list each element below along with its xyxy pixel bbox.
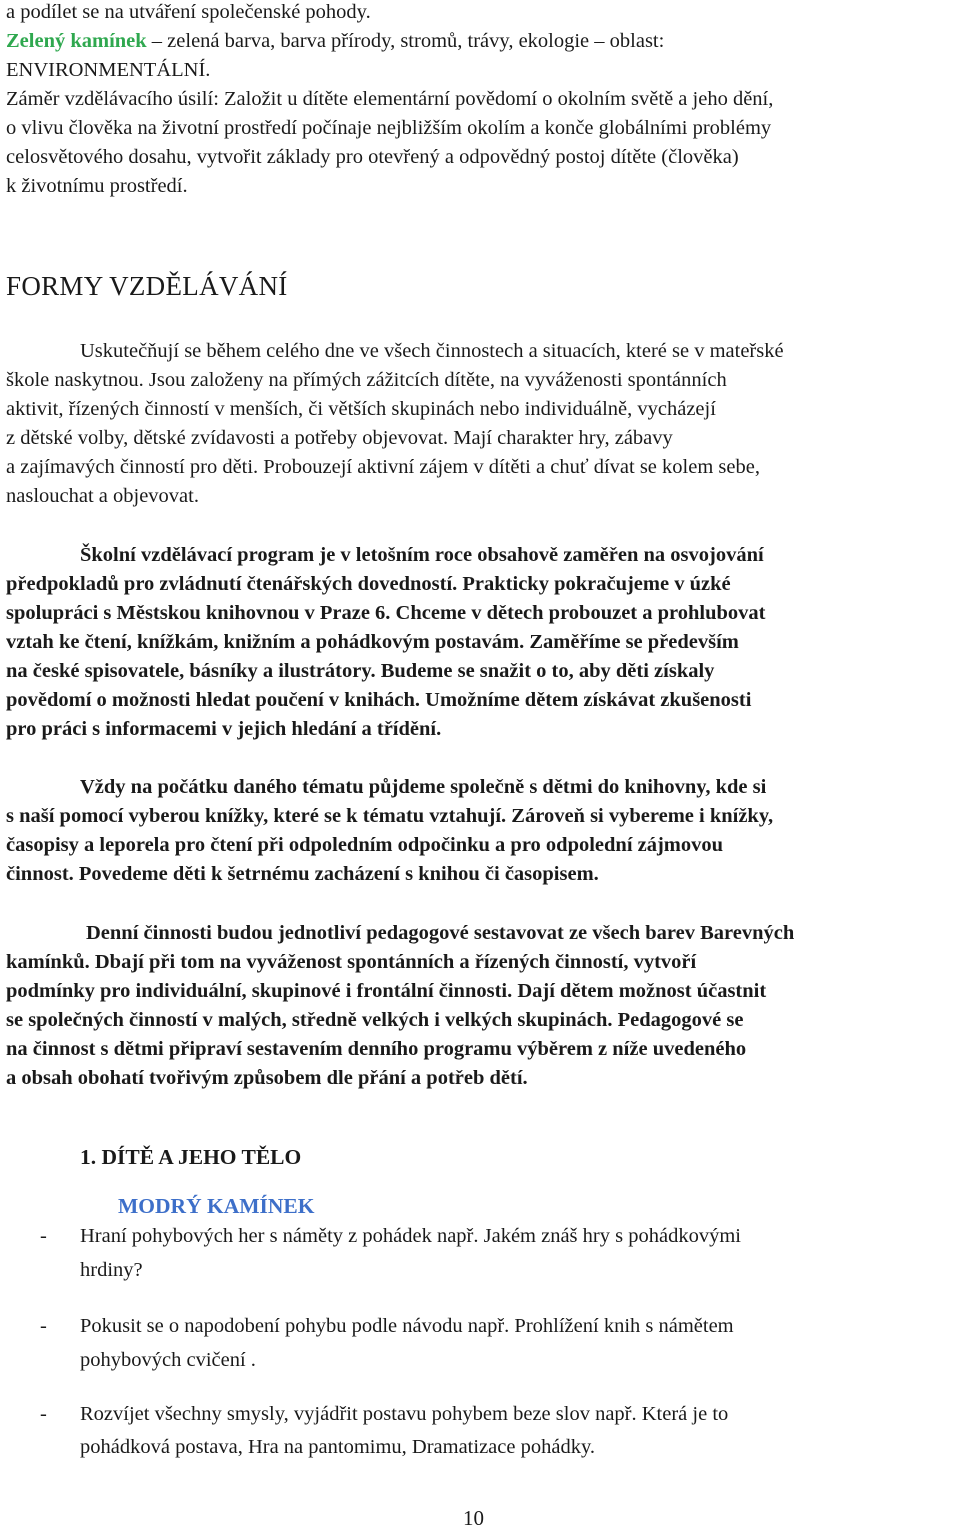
- daily-line: Denní činnosti budou jednotliví pedagogové sestavovat ze všech barev Barevných: [86, 922, 795, 944]
- program-line: vztah ke čtení, knížkám, knižním a pohádkovým postavám. Zaměříme se především: [6, 631, 739, 653]
- list-bullet: -: [40, 1225, 47, 1247]
- list-bullet: -: [40, 1403, 47, 1425]
- program-line: předpokladů pro zvládnutí čtenářských dovedností. Prakticky pokračujeme v úzké: [6, 573, 731, 595]
- program-line: spolupráci s Městskou knihovnou v Praze 6. Chceme v dětech probouzet a prohlubovat: [6, 602, 766, 624]
- list-item-line: pohádková postava, Hra na pantomimu, Dramatizace pohádky.: [80, 1436, 595, 1458]
- daily-line: na činnost s dětmi připraví sestavením denního programu výběrem z níže uvedeného: [6, 1038, 747, 1060]
- forms-line: a zajímavých činností pro děti. Probouzejí aktivní zájem v dítěti a chuť dívat se kolem sebe,: [6, 456, 760, 478]
- program-line: Školní vzdělávací program je v letošním roce obsahově zaměřen na osvojování: [80, 544, 764, 566]
- program-line: na české spisovatele, básníky a ilustrátory. Budeme se snažit o to, aby děti získaly: [6, 660, 715, 682]
- section-title-child-and-body: 1. DÍTĚ A JEHO TĚLO: [80, 1145, 302, 1169]
- forms-line: z dětské volby, dětské zvídavosti a potřeby objevovat. Mají charakter hry, zábavy: [6, 427, 673, 449]
- forms-line: naslouchat a objevovat.: [6, 485, 199, 507]
- daily-line: podmínky pro individuální, skupinové i frontální činnosti. Dají dětem možnost účastnit: [6, 980, 767, 1002]
- aim-line: celosvětového dosahu, vytvořit základy pro otevřený a odpovědný postoj dítěte (člověka): [6, 146, 739, 168]
- library-line: Vždy na počátku daného tématu půjdeme společně s dětmi do knihovny, kde si: [80, 776, 767, 798]
- forms-line: Uskutečňují se během celého dne ve všech činnostech a situacích, které se v mateřské: [80, 340, 784, 362]
- list-item-line: pohybových cvičení .: [80, 1349, 256, 1371]
- section-heading-forms: FORMY VZDĚLÁVÁNÍ: [6, 271, 288, 301]
- library-line: časopisy a leporela pro čtení při odpoledním odpočinku a pro odpolední zájmovou: [6, 834, 724, 856]
- aim-line: Záměr vzdělávacího úsilí: Založit u dítěte elementární povědomí o okolním světě a jeho dění,: [6, 88, 774, 110]
- list-item-line: Rozvíjet všechny smysly, vyjádřit postavu pohybem beze slov např. Která je to: [80, 1403, 729, 1425]
- green-stone-description: – zelená barva, barva přírody, stromů, trávy, ekologie – oblast:: [146, 30, 665, 52]
- list-item-line: hrdiny?: [80, 1259, 143, 1281]
- daily-line: kamínků. Dbají při tom na vyváženost spontánních a řízených činností, vytvoří: [6, 951, 697, 973]
- library-line: činnost. Povedeme děti k šetrnému zacházení s knihou či časopisem.: [6, 863, 599, 885]
- list-item-line: Pokusit se o napodobení pohybu podle návodu např. Prohlížení knih s námětem: [80, 1315, 734, 1337]
- green-stone-label: Zelený kamínek: [6, 30, 147, 52]
- aim-line: k životnímu prostředí.: [6, 175, 188, 197]
- intro-line-1: a podílet se na utváření společenské pohody.: [6, 1, 371, 23]
- forms-line: aktivit, řízených činností v menších, či větších skupinách nebo individuálně, vycházejí: [6, 398, 716, 420]
- list-bullet: -: [40, 1315, 47, 1337]
- daily-line: se společných činností v malých, středně velkých i velkých skupinách. Pedagogové se: [6, 1009, 744, 1031]
- forms-line: škole naskytnou. Jsou založeny na přímých zážitcích dítěte, na vyváženosti spontánních: [6, 369, 727, 391]
- library-line: s naší pomocí vyberou knížky, které se k tématu vztahují. Zároveň si vybereme i knížky,: [6, 805, 774, 827]
- page-number: 10: [463, 1506, 484, 1530]
- intro-line-3: ENVIRONMENTÁLNÍ.: [6, 59, 211, 81]
- list-item-line: Hraní pohybových her s náměty z pohádek např. Jakém znáš hry s pohádkovými: [80, 1225, 741, 1247]
- program-line: povědomí o možnosti hledat poučení v knihách. Umožníme dětem získávat zkušenosti: [6, 689, 752, 711]
- blue-stone-label: MODRÝ KAMÍNEK: [118, 1194, 315, 1218]
- intro-line-2: [6, 27, 664, 56]
- daily-line: a obsah obohatí tvořivým způsobem dle přání a potřeb dětí.: [6, 1067, 528, 1089]
- aim-line: o vlivu člověka na životní prostředí počínaje nejbližším okolím a konče globálními problémy: [6, 117, 772, 139]
- program-line: pro práci s informacemi v jejich hledání a třídění.: [6, 718, 442, 740]
